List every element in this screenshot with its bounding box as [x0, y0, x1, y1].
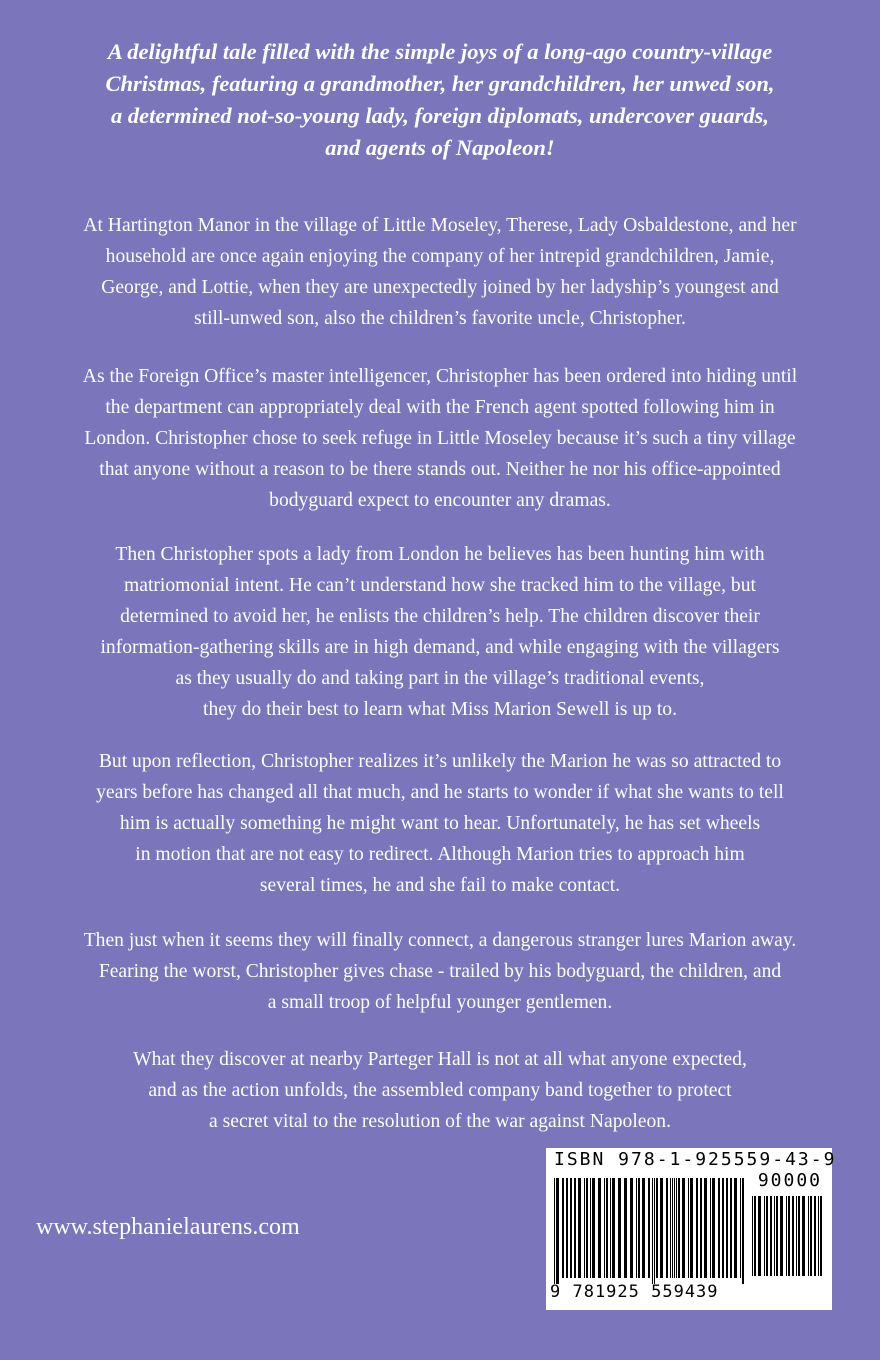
barcode-bar — [584, 1178, 585, 1278]
barcode-bar — [722, 1178, 724, 1278]
isbn-barcode — [546, 1148, 837, 1310]
barcode-bar — [578, 1178, 581, 1278]
text-line: still-unwed son, also the children’s favorite uncle, Christopher. — [194, 308, 686, 329]
text-line: Fearing the worst, Christopher gives chase - trailed by his bodyguard, the children, and — [98, 961, 782, 982]
barcode-bar — [808, 1196, 809, 1276]
barcode-bar — [786, 1196, 787, 1276]
text-line: and as the action unfolds, the assembled company band together to protect — [148, 1080, 732, 1101]
barcode-bar — [630, 1178, 633, 1278]
text-line: him is actually something he might want to hear. Unfortunately, he has set wheels — [119, 813, 761, 834]
text-line: in motion that are not easy to redirect. Although Marion tries to approach him — [135, 844, 745, 865]
tagline — [30, 36, 850, 164]
paragraph-1 — [14, 210, 866, 334]
text-line: a small troop of helpful younger gentlemen. — [267, 992, 613, 1013]
barcode-bar — [688, 1178, 689, 1278]
barcode-bar — [818, 1196, 819, 1276]
barcode-bar — [638, 1178, 640, 1278]
barcode-bar — [780, 1196, 783, 1276]
paragraph-4 — [14, 746, 866, 901]
tagline-line: a determined not-so-young lady, foreign diplomats, undercover guards, — [111, 103, 769, 128]
text-line: Then Christopher spots a lady from London he believes has been hunting him with — [115, 544, 765, 565]
barcode-bar — [624, 1178, 627, 1278]
barcode-bar — [670, 1178, 671, 1278]
barcode-bar — [792, 1196, 794, 1276]
barcode-bar — [610, 1178, 611, 1278]
tagline-line: Christmas, featuring a grandmother, her grandchildren, her unwed son, — [105, 71, 775, 96]
barcode-bar — [570, 1178, 572, 1278]
barcode-bars-addon — [752, 1196, 824, 1282]
barcode-bar — [734, 1178, 737, 1278]
barcode-bar — [802, 1196, 805, 1276]
barcode-bar — [730, 1178, 732, 1278]
barcode-bar — [554, 1178, 555, 1284]
barcode-bar — [774, 1196, 775, 1276]
text-line: But upon reflection, Christopher realizes it’s unlikely the Marion he was so attracted to — [98, 751, 782, 772]
barcode-bar — [776, 1196, 778, 1276]
barcode-bar — [656, 1178, 658, 1278]
barcode-bar — [642, 1178, 645, 1278]
text-line: Then just when it seems they will finally connect, a dangerous stranger lures Marion away. — [83, 930, 797, 951]
barcode-bar — [562, 1178, 564, 1278]
barcode-bar — [676, 1178, 677, 1278]
barcode-bar — [814, 1196, 816, 1276]
text-line: George, and Lottie, when they are unexpectedly joined by her ladyship’s youngest and — [101, 277, 779, 298]
barcode-bar — [718, 1178, 720, 1278]
barcode-bar — [766, 1196, 768, 1276]
text-line: matriomonial intent. He can’t understand how she tracked him to the village, but — [124, 575, 756, 596]
barcode-bar — [652, 1178, 653, 1284]
barcode-bar — [672, 1178, 673, 1278]
text-line: years before has changed all that much, and he starts to wonder if what she wants to tell — [96, 782, 784, 803]
barcode-bar — [654, 1178, 655, 1284]
barcode-bar — [704, 1178, 707, 1278]
text-line: household are once again enjoying the company of her intrepid grandchildren, Jamie, — [105, 246, 775, 267]
barcode-bar — [752, 1196, 753, 1276]
paragraph-5 — [14, 925, 866, 1018]
paragraph-2 — [14, 361, 866, 516]
text-line: As the Foreign Office’s master intelligencer, Christopher has been ordered into hiding until — [82, 366, 798, 387]
text-line: At Hartington Manor in the village of Little Moseley, Therese, Lady Osbaldestone, and her — [83, 215, 797, 236]
barcode-bar — [618, 1178, 621, 1278]
barcode-bar — [788, 1196, 790, 1276]
paragraph-3 — [14, 539, 866, 725]
barcode-bar — [606, 1178, 608, 1278]
barcode-bar — [796, 1196, 797, 1276]
barcode-bar — [586, 1178, 588, 1278]
price-code: 90000 — [757, 1170, 822, 1191]
barcode-bar — [770, 1196, 772, 1276]
website-url[interactable]: www.stephanielaurens.com — [36, 1214, 300, 1240]
barcode-bar — [742, 1178, 744, 1284]
barcode-bar — [726, 1178, 728, 1278]
text-line: as they usually do and taking part in the village’s traditional events, — [175, 668, 705, 689]
text-line: the department can appropriately deal with the French agent spotted following him in — [105, 397, 775, 418]
text-line: bodyguard expect to encounter any dramas. — [269, 490, 611, 511]
barcode-bar — [566, 1178, 568, 1278]
barcode-bar — [636, 1178, 637, 1278]
tagline-line: A delightful tale filled with the simple joys of a long-ago country-village — [107, 39, 773, 64]
text-line: a secret vital to the resolution of the war against Napoleon. — [209, 1111, 671, 1132]
barcode-bar — [764, 1196, 765, 1276]
barcode-bar — [798, 1196, 800, 1276]
paragraph-6 — [14, 1044, 866, 1137]
text-line: they do their best to learn what Miss Marion Sewell is up to. — [203, 699, 677, 720]
barcode-bar — [810, 1196, 812, 1276]
text-line: several times, he and she fail to make contact. — [259, 875, 621, 896]
text-line: London. Christopher chose to seek refuge in Little Moseley because it’s such a tiny village — [84, 428, 796, 449]
text-line: What they discover at nearby Parteger Hall is not at all what anyone expected, — [133, 1049, 747, 1070]
barcode-bars-main — [554, 1178, 746, 1284]
text-line: determined to avoid her, he enlists the children’s help. The children discover their — [120, 606, 760, 627]
barcode-bar — [598, 1178, 601, 1278]
barcode-bar — [660, 1178, 663, 1278]
barcode-bar — [712, 1178, 715, 1278]
barcode-bar — [666, 1178, 668, 1278]
text-line: information-gathering skills are in high demand, and while engaging with the villagers — [100, 637, 780, 658]
barcode-bar — [590, 1178, 591, 1278]
barcode-bar — [574, 1178, 576, 1278]
isbn-digits: 9 781925 559439 — [550, 1282, 719, 1302]
barcode-bar — [758, 1196, 761, 1276]
barcode-bar — [674, 1178, 675, 1278]
barcode-bar — [604, 1178, 605, 1278]
isbn-label: ISBN 978-1-925559-43-9 — [554, 1149, 837, 1170]
barcode-bar — [820, 1196, 822, 1276]
barcode-bar — [696, 1178, 698, 1278]
barcode-bar — [754, 1196, 756, 1276]
barcode-bar — [592, 1178, 595, 1278]
barcode-bar — [740, 1178, 741, 1278]
barcode-bar — [612, 1178, 615, 1278]
barcode-bar — [648, 1178, 650, 1278]
barcode-bar — [710, 1178, 711, 1278]
text-line: that anyone without a reason to be there stands out. Neither he nor his office-appointed — [99, 459, 781, 480]
barcode-bar — [690, 1178, 693, 1278]
tagline-line: and agents of Napoleon! — [325, 135, 555, 160]
barcode-bar — [682, 1178, 685, 1278]
barcode-bar — [700, 1178, 702, 1278]
barcode-bar — [556, 1178, 559, 1284]
barcode-bar — [678, 1178, 680, 1278]
